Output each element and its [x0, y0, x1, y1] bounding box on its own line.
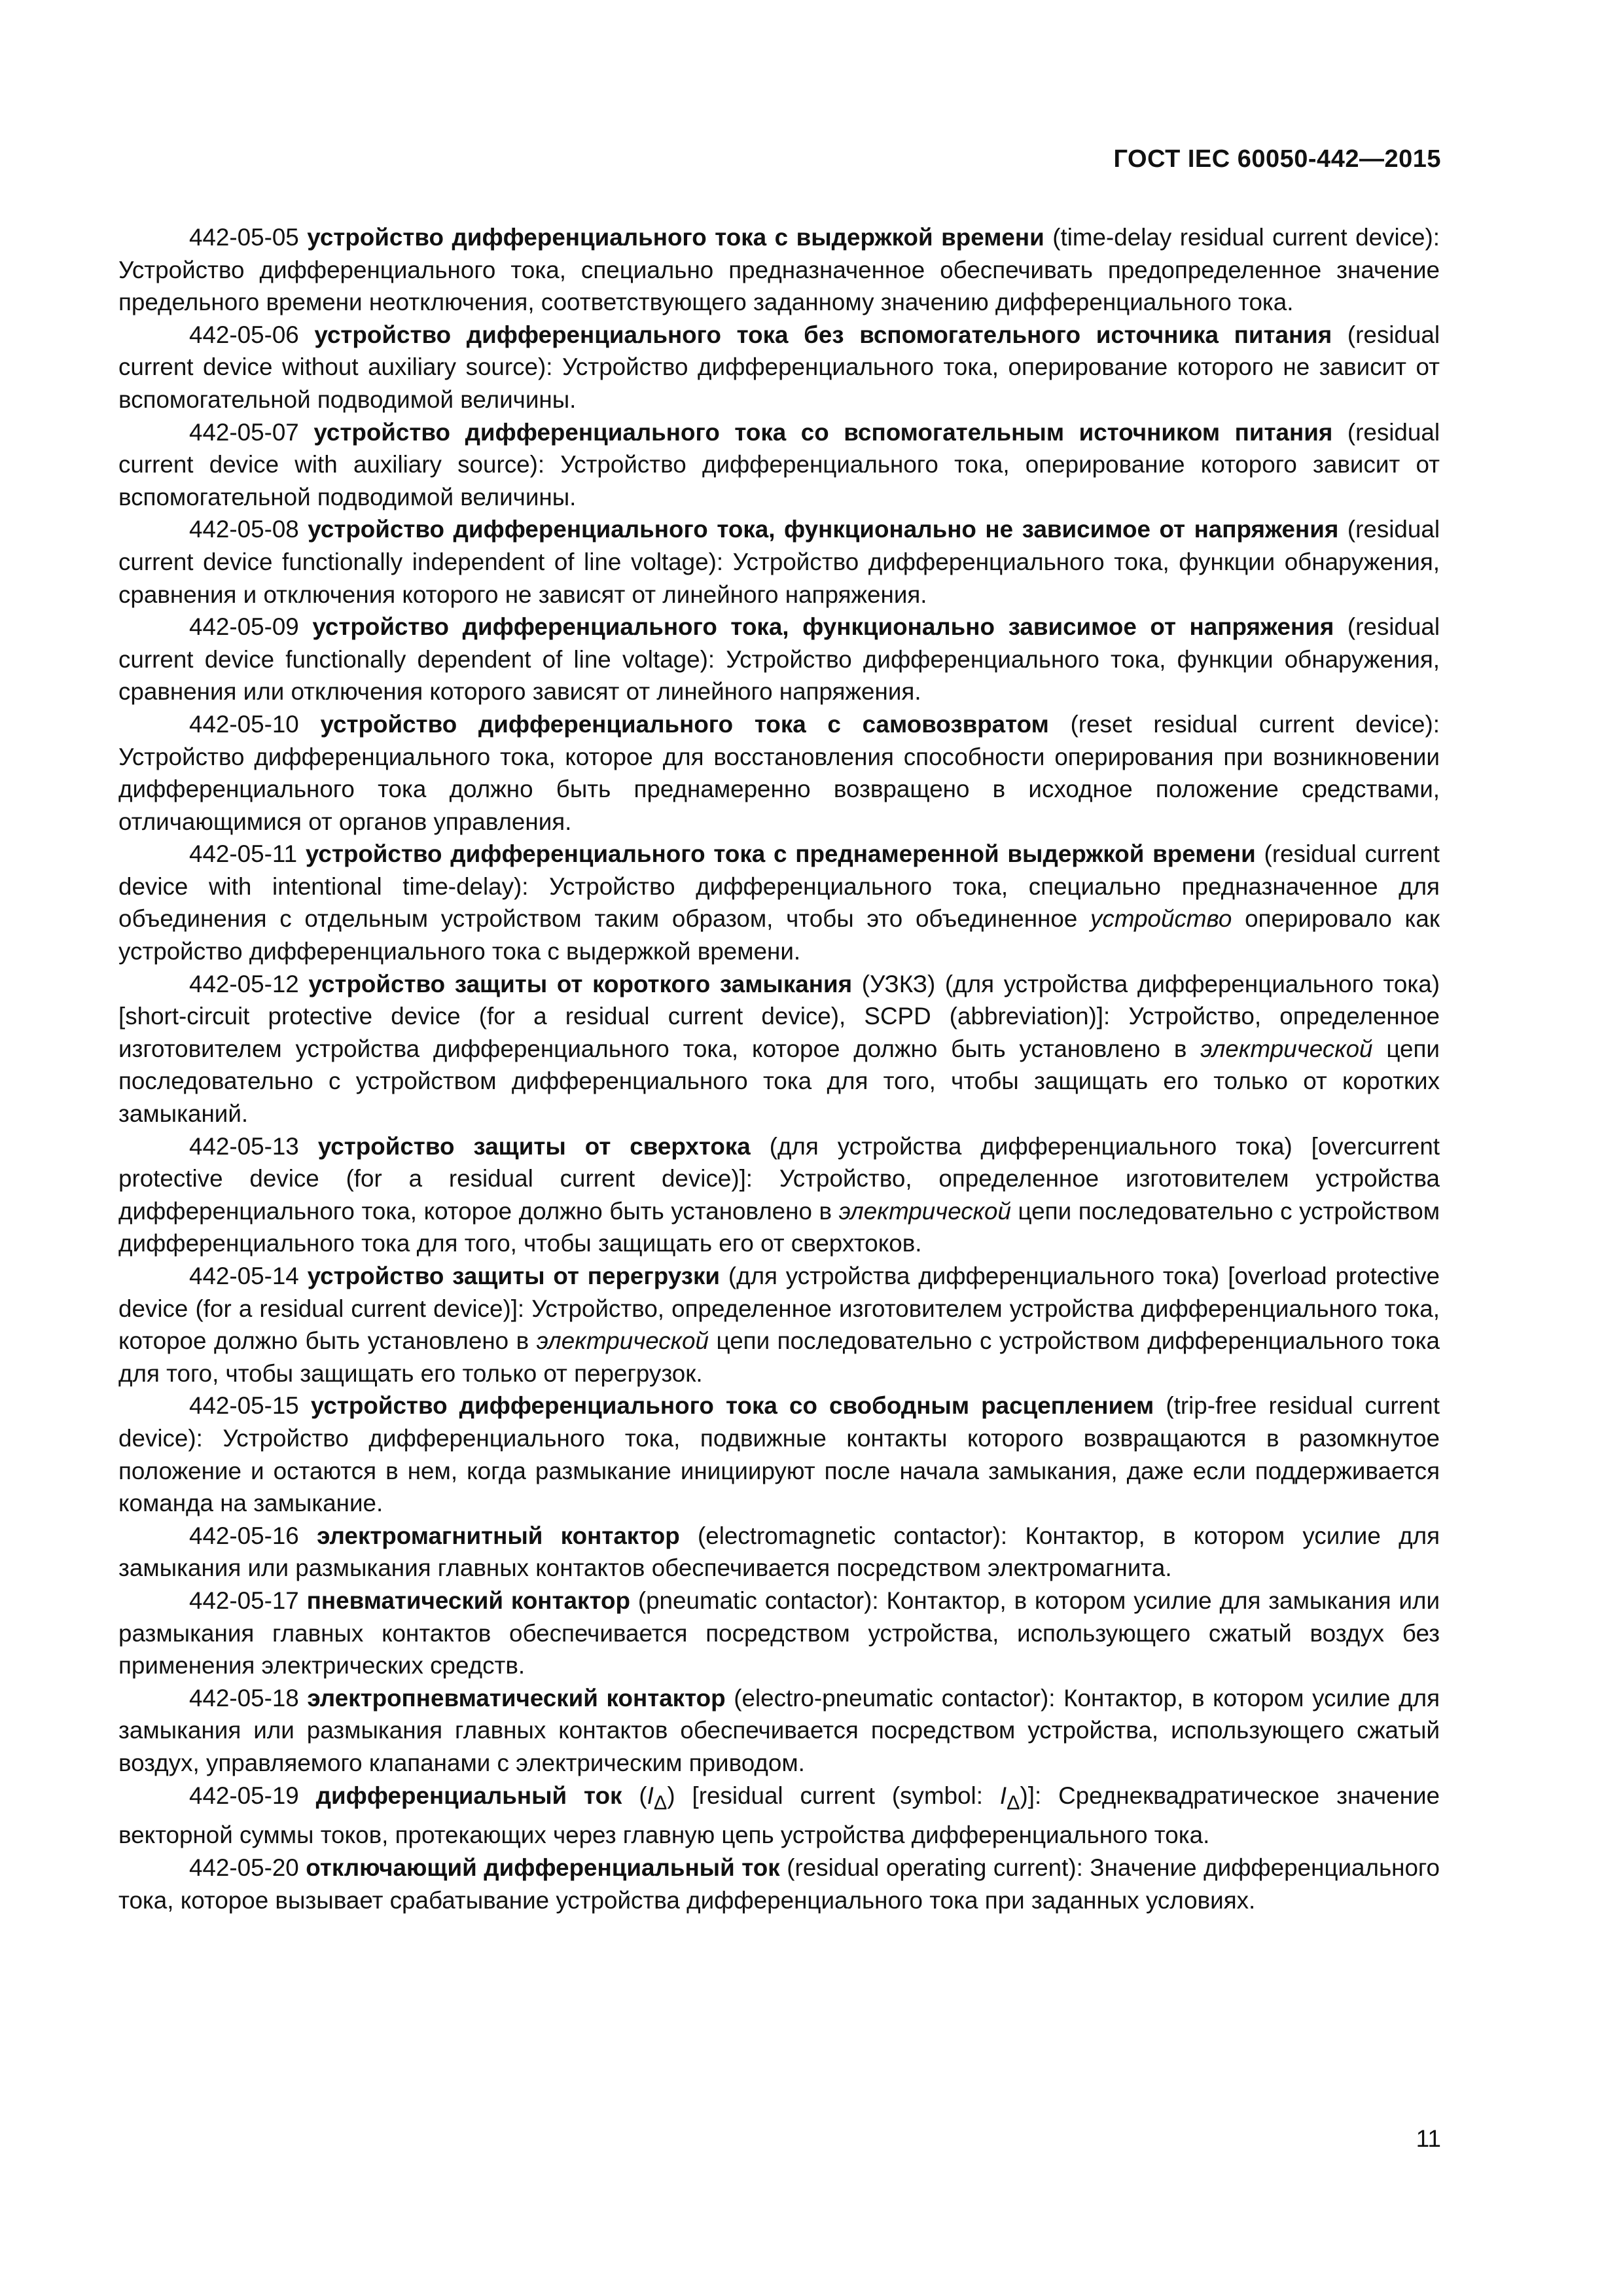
- entry-text: (electro-pneumatic contactor): Контактор, в котором усилие для замыкания или размыкания главных контактов обеспечивается посредством устройства, использующего сжатый воздух, управляемого клапанами с электрическим приводом.: [118, 1684, 1440, 1776]
- page-number: 11: [1416, 2125, 1441, 2152]
- entry-text: 442-05-11: [189, 840, 306, 868]
- term-name: пневматический контактор: [306, 1587, 630, 1614]
- subscript-text: Δ: [653, 1791, 668, 1814]
- term-name: устройство дифференциального тока с выдержкой времени: [307, 224, 1044, 251]
- standard-designation: ГОСТ IEC 60050-442—2015: [1113, 145, 1441, 173]
- term-name: устройство дифференциального тока без вспомогательного источника питания: [314, 321, 1332, 348]
- entry-text: 442-05-09: [189, 613, 313, 641]
- term-name: устройство защиты от сверхтока: [317, 1132, 751, 1160]
- term-entry: [118, 1852, 1440, 1916]
- entry-text: 442-05-07: [189, 418, 314, 446]
- entry-text: (pneumatic contactor): Контактор, в котором усилие для замыкания или размыкания главных контактов обеспечивается посредством устройства, использующего сжатый воздух без применения электрических средств.: [118, 1587, 1440, 1679]
- term-entry: [118, 838, 1440, 967]
- term-entry: [118, 513, 1440, 611]
- term-name: устройство защиты от перегрузки: [307, 1263, 721, 1289]
- entry-text: (residual current device with auxiliary source): Устройство дифференциального тока, оперирование которого зависит от вспомогательной подводимой величины.: [118, 418, 1440, 511]
- entry-text: 442-05-18: [189, 1684, 308, 1712]
- term-entry: [118, 1260, 1440, 1390]
- entry-text: цепи последовательно с устройством дифференциального тока для того, чтобы защищать его только от коротких замыканий.: [118, 1035, 1440, 1128]
- term-name: устройство дифференциального тока с преднамеренной выдержкой времени: [305, 840, 1256, 868]
- entry-text: 442-05-19: [189, 1782, 316, 1809]
- term-entry: [118, 611, 1440, 708]
- term-entry: [118, 1130, 1440, 1260]
- terms-body: [118, 221, 1440, 1916]
- term-name: устройство дифференциального тока со свободным расцеплением: [310, 1392, 1154, 1420]
- term-entry: [118, 416, 1440, 514]
- entry-text: оперировало как устройство дифференциального тока с выдержкой времени.: [118, 905, 1440, 965]
- entry-text: (residual current device without auxiliary source): Устройство дифференциального тока, оперирование которого не зависит от вспомогательной подводимой величины.: [118, 321, 1440, 413]
- italic-text: электрической: [838, 1197, 1011, 1225]
- entry-text: (для устройства дифференциального тока) [overload protective device (for a residual current device)]: Устройство, определенное изготовителем устройства дифференциального тока, которое должно быть установлено в: [118, 1263, 1440, 1355]
- term-name: устройство дифференциального тока, функционально не зависимое от напряжения: [308, 516, 1339, 543]
- term-name: электромагнитный контактор: [317, 1522, 680, 1549]
- entry-text: 442-05-16: [189, 1522, 317, 1549]
- italic-text: электрической: [536, 1327, 709, 1355]
- term-entry: [118, 319, 1440, 416]
- term-entry: [118, 708, 1440, 838]
- entry-text: (residual current device functionally dependent of line voltage): Устройство дифференциального тока, функции обнаружения, сравнения или отключения которого зависят от линейного напряжения.: [118, 613, 1440, 706]
- term-entry: [118, 1390, 1440, 1519]
- entry-text: (residual current device with intentional time-delay): Устройство дифференциального тока, специально предназначенное для объединения с отдельным устройством таким образом, чтобы это объединенное: [118, 840, 1440, 933]
- entry-text: 442-05-17: [189, 1587, 307, 1614]
- entry-text: (: [622, 1782, 647, 1809]
- entry-text: (reset residual current device): Устройство дифференциального тока, которое для восстановления способности оперирования при возникновении дифференциального тока должно быть преднамеренно возвращено в исходное положение средствами, отличающимися от органов управления.: [118, 710, 1440, 835]
- entry-text: 442-05-20: [189, 1854, 306, 1882]
- entry-text: 442-05-15: [189, 1392, 311, 1420]
- term-name: отключающий дифференциальный ток: [306, 1854, 780, 1882]
- term-entry: [118, 1520, 1440, 1585]
- entry-text: 442-05-14: [189, 1263, 308, 1289]
- entry-text: 442-05-08: [189, 516, 308, 543]
- term-entry: [118, 968, 1440, 1130]
- term-name: устройство дифференциального тока, функционально зависимое от напряжения: [312, 613, 1334, 641]
- entry-text: (electromagnetic contactor): Контактор, в котором усилие для замыкания или размыкания главных контактов обеспечивается посредством электромагнита.: [118, 1522, 1440, 1582]
- entry-text: 442-05-05: [189, 224, 308, 251]
- italic-text: электрической: [1200, 1035, 1373, 1062]
- entry-text: цепи последовательно с устройством дифференциального тока для того, чтобы защищать его только от перегрузок.: [118, 1327, 1440, 1387]
- entry-text: (для устройства дифференциального тока) [overcurrent protective device (for a residual current device)]: Устройство, определенное изготовителем устройства дифференциального тока, которое должно быть установлено в: [118, 1132, 1440, 1225]
- entry-text: 442-05-10: [189, 710, 321, 738]
- term-name: устройство защиты от короткого замыкания: [308, 970, 853, 997]
- term-entry: [118, 221, 1440, 319]
- italic-text: устройство: [1090, 905, 1232, 933]
- term-entry: [118, 1682, 1440, 1780]
- term-name: дифференциальный ток: [315, 1782, 622, 1809]
- entry-text: (trip-free residual current device): Устройство дифференциального тока, подвижные контакты которого возвращаются в разомкнутое положение и остаются в нем, когда размыкание инициируют после начала замыкания, даже если поддерживается команда на замыкание.: [118, 1392, 1440, 1517]
- entry-text: (time-delay residual current device): Устройство дифференциального тока, специально предназначенное обеспечивать предопределенное значение предельного времени неотключения, соответствующего заданному значению дифференциального тока.: [118, 224, 1440, 316]
- subscript-text: Δ: [1007, 1791, 1020, 1814]
- term-entry: [118, 1780, 1440, 1852]
- entry-text: 442-05-06: [189, 321, 315, 348]
- italic-text: I: [999, 1782, 1007, 1809]
- entry-text: )]: Среднеквадратическое значение векторной суммы токов, протекающих через главную цепь устройства дифференциального тока.: [118, 1782, 1440, 1849]
- entry-text: 442-05-13: [189, 1132, 318, 1160]
- entry-text: ) [residual current (symbol:: [667, 1782, 1000, 1809]
- term-name: устройство дифференциального тока с самовозвратом: [320, 710, 1049, 738]
- entry-text: (УЗКЗ) (для устройства дифференциального тока) [short-circuit protective device (for a residual current device), SCPD (abbreviation)]: Устройство, определенное изготовителем устройства дифференциального тока, которое должно быть установлено в: [118, 970, 1440, 1062]
- entry-text: цепи последовательно с устройством дифференциального тока для того, чтобы защищать его от сверхтоков.: [118, 1197, 1440, 1257]
- term-name: электропневматический контактор: [307, 1684, 726, 1712]
- term-name: устройство дифференциального тока со вспомогательным источником питания: [313, 418, 1333, 446]
- term-entry: [118, 1585, 1440, 1682]
- entry-text: (residual current device functionally independent of line voltage): Устройство дифференциального тока, функции обнаружения, сравнения и отключения которого не зависят от линейного напряжения.: [118, 516, 1440, 608]
- entry-text: (residual operating current): Значение дифференциального тока, которое вызывает срабатывание устройства дифференциального тока при заданных условиях.: [118, 1854, 1440, 1914]
- entry-text: 442-05-12: [189, 970, 309, 997]
- italic-text: I: [647, 1782, 654, 1809]
